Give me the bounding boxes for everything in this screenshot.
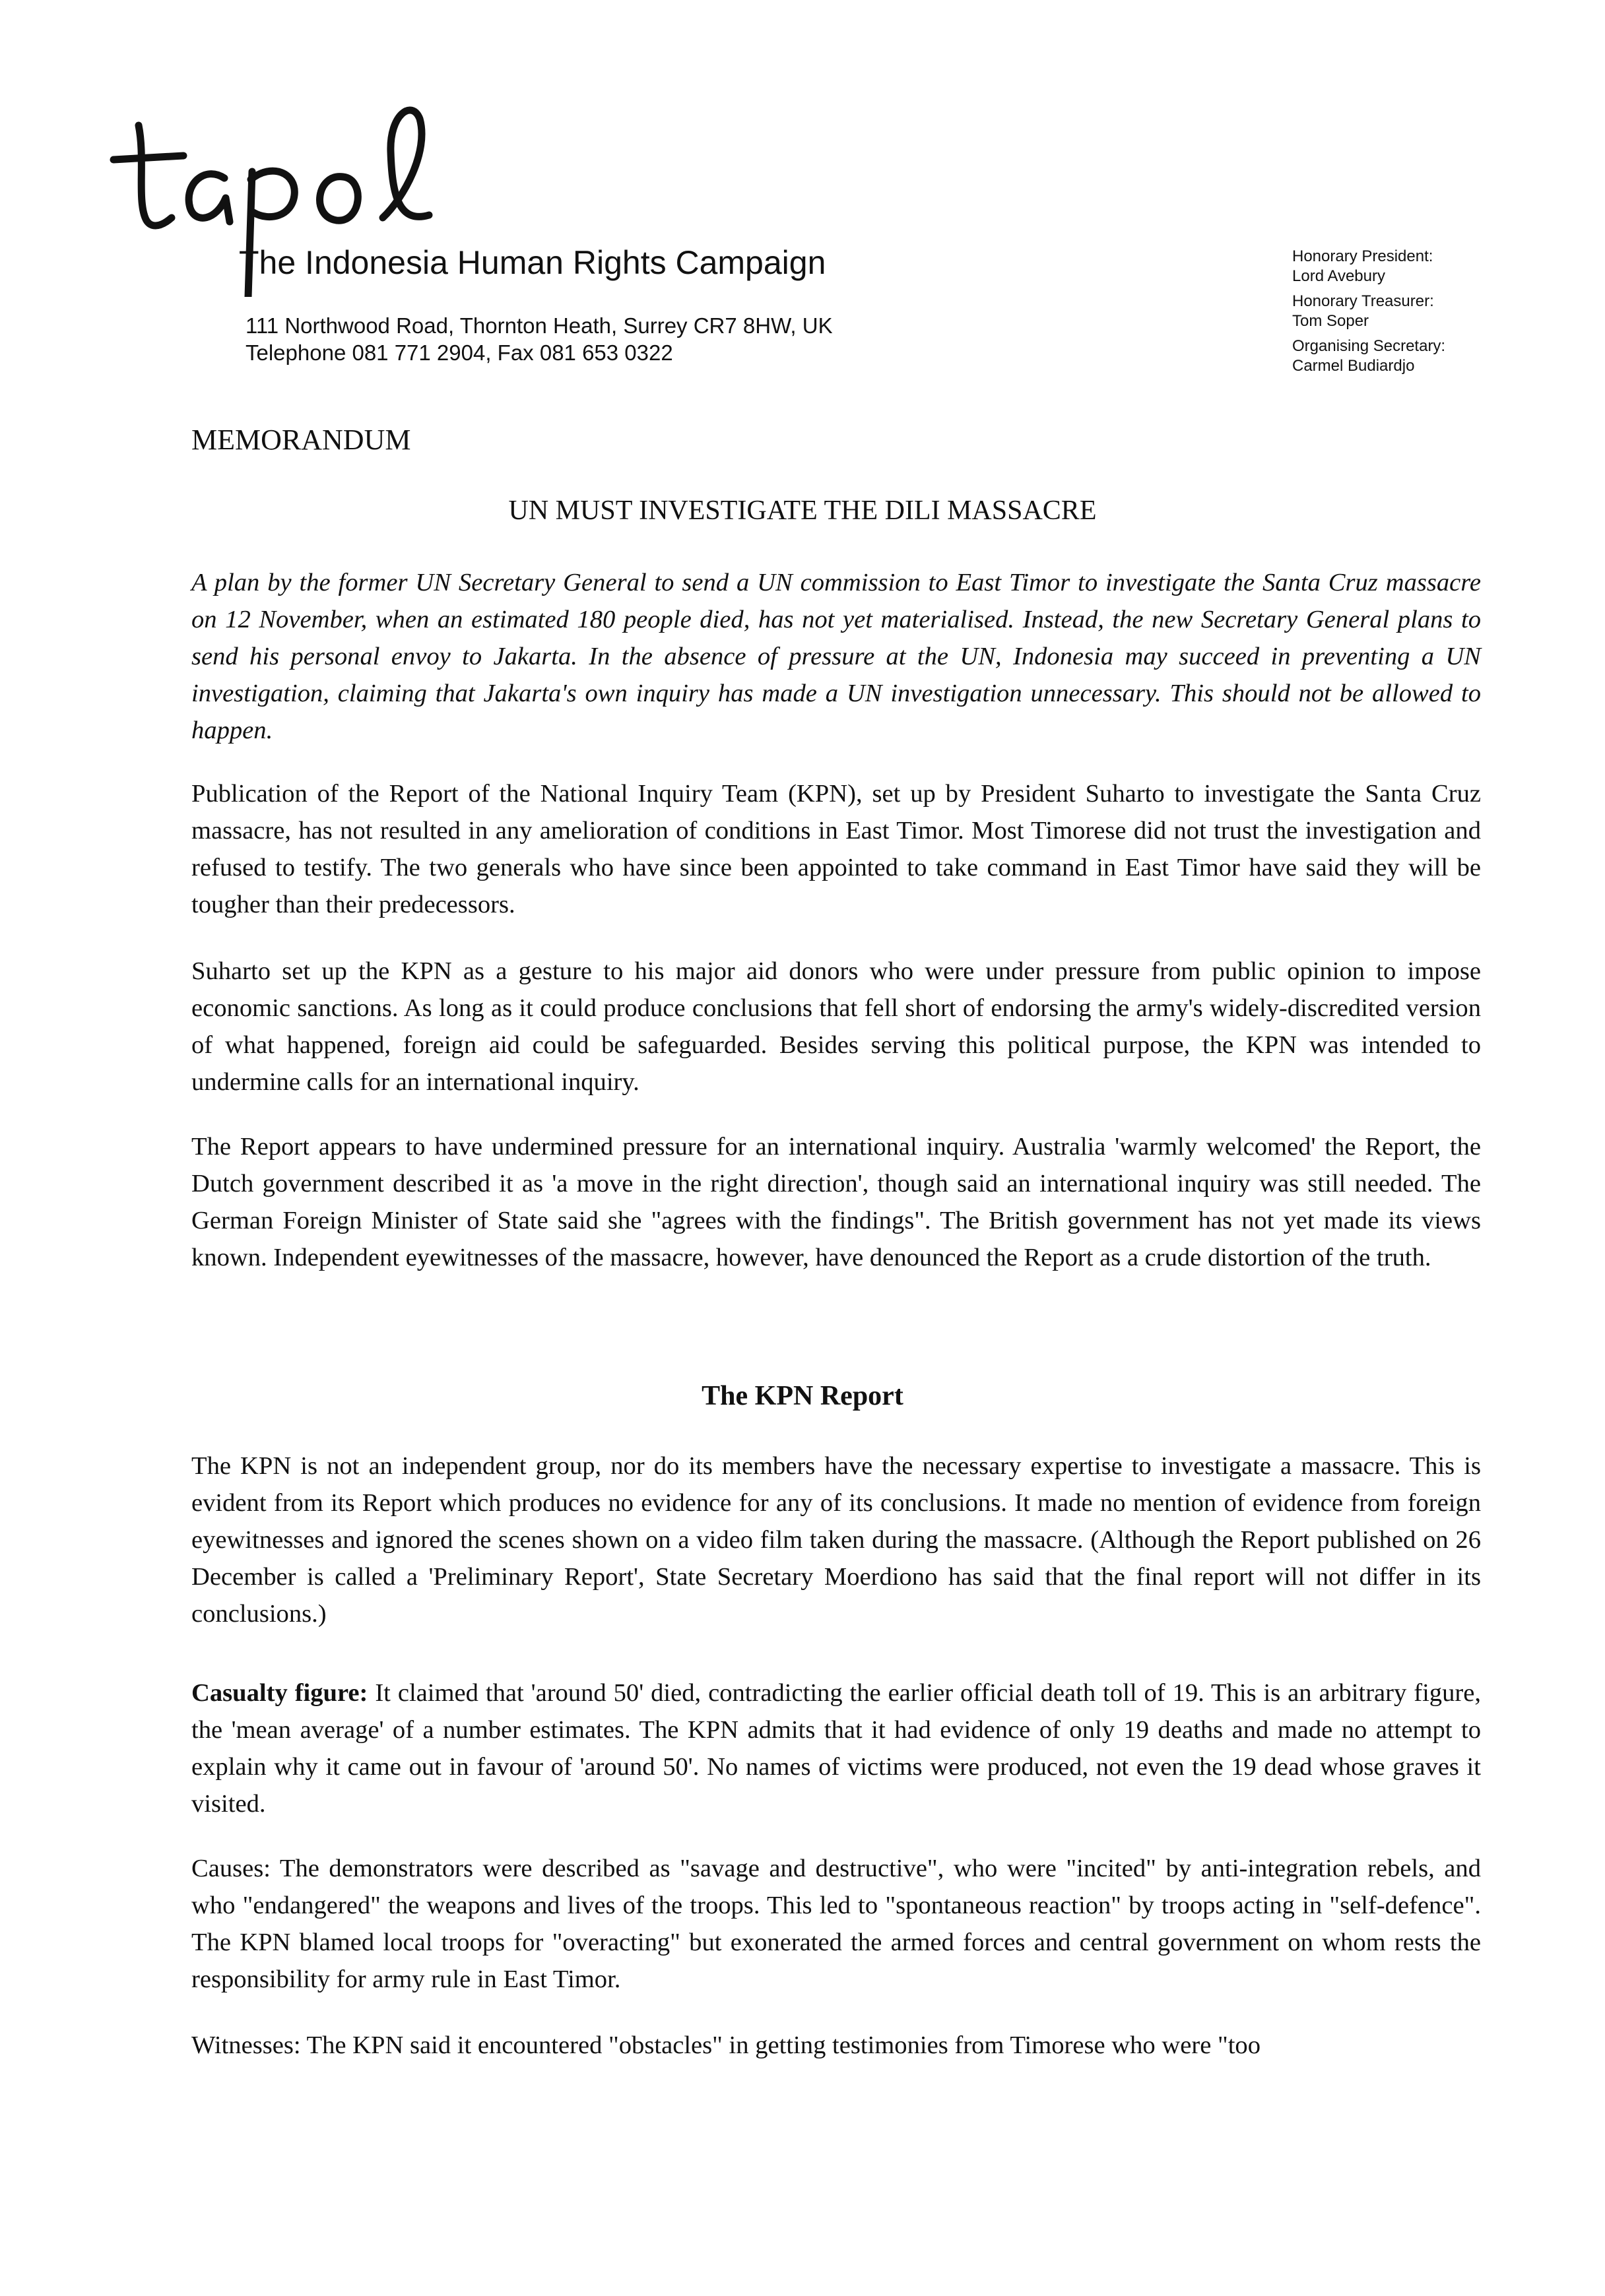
officer-role: Honorary Treasurer: bbox=[1292, 292, 1434, 310]
witnesses-paragraph bbox=[191, 2027, 1481, 2064]
paragraph-text: The demonstrators were described as "savage and destructive", who were "incited" by anti-integration rebels, and who "endangered" the weapons and lives of the troops. This led to "spontaneous reaction" by troops acting in "self-defence". The KPN blamed local troops for "overacting" but exonerated the armed forces and central government on whom rests the responsibility for army rule in East Timor. bbox=[191, 1855, 1481, 1993]
body-paragraph: The Report appears to have undermined pressure for an international inquiry. Australia 'warmly welcomed' the Report, the Dutch government described it as 'a move in the right direction', though said an international inquiry was still needed. The German Foreign Minister of State said she "agrees with the findings". The British government has not yet made its views known. Independent eyewitnesses of the massacre, however, have denounced the Report as a crude distortion of the truth. bbox=[191, 1133, 1481, 1271]
officer-name: Tom Soper bbox=[1292, 312, 1369, 330]
officer-role: Organising Secretary: bbox=[1292, 337, 1446, 355]
document-type: MEMORANDUM bbox=[191, 424, 411, 456]
paragraph-label: Witnesses: bbox=[191, 2031, 301, 2059]
body-paragraph: Publication of the Report of the National Inquiry Team (KPN), set up by President Suharto to investigate the Santa Cruz massacre, has not resulted in any amelioration of conditions in East Timor. Most Timorese did not trust the investigation and refused to testify. The two generals who have since been appointed to take command in East Timor have said they will be tougher than their predecessors. bbox=[191, 780, 1481, 918]
paragraph-label: Causes: bbox=[191, 1855, 271, 1882]
paragraph-text: It claimed that 'around 50' died, contradicting the earlier official death toll of 19. This is an arbitrary figure, the 'mean average' of a number estimates. The KPN admits that it had evidence of only 19 deaths and made no attempt to explain why it came out in favour of 'around 50'. No names of victims were produced, not even the 19 dead whose graves it visited. bbox=[191, 1679, 1481, 1818]
officer-secretary bbox=[1292, 336, 1569, 376]
officers-list bbox=[1292, 247, 1569, 381]
officer-name: Carmel Budiardjo bbox=[1292, 357, 1415, 375]
officer-name: Lord Avebury bbox=[1292, 267, 1385, 285]
officer-treasurer bbox=[1292, 292, 1569, 331]
officer-president bbox=[1292, 247, 1569, 286]
causes-paragraph bbox=[191, 1850, 1481, 1998]
contact-numbers: Telephone 081 771 2904, Fax 081 653 0322 bbox=[246, 340, 673, 365]
organisation-name: The Indonesia Human Rights Campaign bbox=[239, 244, 826, 281]
section-title: The KPN Report bbox=[702, 1381, 903, 1411]
body-paragraph: Suharto set up the KPN as a gesture to his major aid donors who were under pressure from public opinion to impose economic sanctions. As long as it could produce conclusions that fell short of endorsing the army's widely-discredited version of what happened, foreign aid could be safeguarded. Besides serving this political purpose, the KPN was intended to undermine calls for an international inquiry. bbox=[191, 957, 1481, 1096]
headline: UN MUST INVESTIGATE THE DILI MASSACRE bbox=[508, 495, 1097, 526]
paragraph-text: The KPN said it encountered "obstacles" in getting testimonies from Timorese who were "too bbox=[300, 2031, 1261, 2059]
paragraph-label: Casualty figure: bbox=[191, 1679, 368, 1707]
body-paragraph: The KPN is not an independent group, nor do its members have the necessary expertise to investigate a massacre. This is evident from its Report which produces no evidence for any of its conclusions. It made no mention of evidence from foreign eyewitnesses and ignored the scenes shown on a video film taken during the massacre. (Although the Report published on 26 December is called a 'Preliminary Report', State Secretary Moerdiono has said that the final report will not differ in its conclusions.) bbox=[191, 1452, 1481, 1628]
postal-address: 111 Northwood Road, Thornton Heath, Surrey CR7 8HW, UK bbox=[246, 313, 833, 338]
officer-role: Honorary President: bbox=[1292, 247, 1433, 265]
casualty-paragraph bbox=[191, 1674, 1481, 1822]
lead-paragraph: A plan by the former UN Secretary General to send a UN commission to East Timor to investigate the Santa Cruz massacre on 12 November, when an estimated 180 people died, has not yet materialised. Instead, the new Secretary General plans to send his personal envoy to Jakarta. In the absence of pressure at the UN, Indonesia may succeed in preventing a UN investigation, claiming that Jakarta's own inquiry has made a UN investigation unnecessary. This should not be allowed to happen. bbox=[191, 569, 1481, 744]
